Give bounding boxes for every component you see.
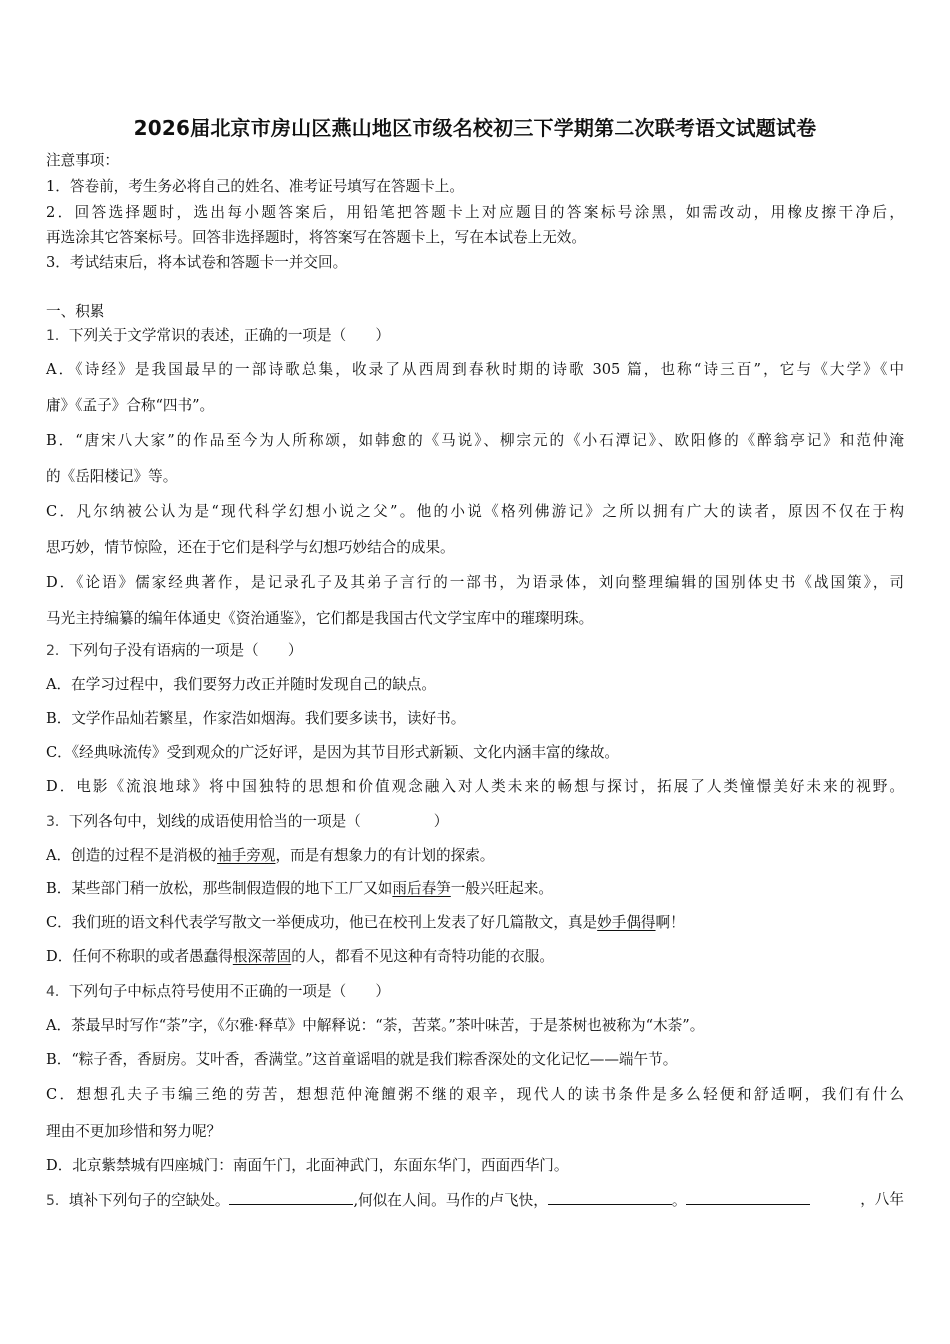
notice-item-3: 3．考试结束后，将本试卷和答题卡一并交回。: [46, 254, 348, 271]
question-text: 填补下列句子的空缺处。: [68, 1192, 230, 1209]
notice-item-2: 2．回答选择题时，选出每小题答案后，用铅笔把答题卡上对应题目的答案标号涂黑，如需改动，用橡皮擦干净后，: [46, 204, 904, 221]
question-number: 1．: [46, 328, 69, 344]
q4-option-c-cont: 理由不更加珍惜和努力呢？: [46, 1123, 222, 1140]
question-5-stem: [46, 1190, 904, 1211]
fill-blank[interactable]: [686, 1190, 810, 1205]
underlined-idiom: 根深蒂固: [232, 948, 292, 965]
q3-option-b: [46, 879, 553, 899]
q3-option-a: [46, 846, 494, 866]
question-number: 5．: [46, 1193, 69, 1209]
question-text: 下列关于文学常识的表述，正确的一项是（ ）: [68, 327, 390, 344]
question-text: 。: [671, 1192, 687, 1209]
underlined-idiom: 袖手旁观: [217, 847, 276, 864]
q1-option-c-cont: 思巧妙，情节惊险，还在于它们是科学与幻想巧妙结合的成果。: [46, 539, 455, 556]
section-heading: 一、积累: [46, 303, 105, 320]
q1-option-a: A．《诗经》是我国最早的一部诗歌总集，收录了从西周到春秋时期的诗歌 305 篇，也称“诗三百”，它与《大学》《中: [46, 361, 904, 378]
q4-option-c: C．想想孔夫子韦编三绝的劳苦，想想范仲淹饘粥不继的艰辛，现代人的读书条件是多么轻便和舒适啊，我们有什么: [46, 1086, 904, 1103]
option-text: B．某些部门稍一放松，那些制假造假的地下工厂又如: [46, 880, 393, 897]
question-text: 下列句子中标点符号使用不正确的一项是（ ）: [68, 983, 390, 1000]
option-text: 一般兴旺起来。: [450, 880, 553, 897]
q4-option-a: A．茶最早时写作“荼”字，《尔雅·释草》中解释说：“荼，苦菜。”茶叶味苦，于是茶树也被称为“木荼”。: [46, 1017, 705, 1034]
notice-item-2-cont: 再选涂其它答案标号。回答非选择题时，将答案写在答题卡上，写在本试卷上无效。: [46, 229, 586, 246]
notice-item-1: 1．答卷前，考生务必将自己的姓名、准考证号填写在答题卡上。: [46, 178, 464, 195]
question-text: ，八年: [860, 1191, 904, 1208]
q2-option-b: B．文学作品灿若繁星，作家浩如烟海。我们要多读书，读好书。: [46, 710, 466, 727]
question-text: 下列各句中，划线的成语使用恰当的一项是（ ）: [68, 813, 449, 830]
underlined-idiom: 雨后春笋: [392, 880, 451, 897]
option-text: 啊！: [655, 914, 685, 931]
q2-option-a: A．在学习过程中，我们要努力改正并随时发现自己的缺点。: [46, 676, 436, 693]
option-text: ，而是有想象力的有计划的探索。: [275, 847, 495, 864]
question-text: ,何似在人间。马作的卢飞快，: [353, 1192, 548, 1209]
q3-option-c: [46, 913, 685, 933]
question-2-stem: [46, 641, 302, 661]
q1-option-a-cont: 庸》《孟子》合称“四书”。: [46, 397, 215, 414]
question-4-stem: [46, 982, 390, 1002]
option-text: 的人，都看不见这种有奇特功能的衣服。: [291, 948, 554, 965]
q2-option-c: C．《经典咏流传》受到观众的广泛好评，是因为其节目形式新颖、文化内涵丰富的缘故。: [46, 744, 620, 761]
q1-option-d: D．《论语》儒家经典著作，是记录孔子及其弟子言行的一部书，为语录体，刘向整理编辑的国别体史书《战国策》，司: [46, 574, 904, 591]
question-1-stem: [46, 326, 390, 346]
q4-option-b: B．“粽子香，香厨房。艾叶香，香满堂。”这首童谣唱的就是我们粽香深处的文化记忆——端午节。: [46, 1051, 678, 1068]
notice-heading: 注意事项：: [46, 152, 119, 169]
option-text: C．我们班的语文科代表学写散文一举便成功，他已在校刊上发表了好几篇散文，真是: [46, 914, 598, 931]
option-text: D．任何不称职的或者愚蠢得: [46, 948, 233, 965]
question-number: 4．: [46, 984, 69, 1000]
fill-blank[interactable]: [548, 1190, 672, 1205]
question-3-stem: [46, 812, 448, 832]
q1-option-c: C．凡尔纳被公认为是“现代科学幻想小说之父”。他的小说《格列佛游记》之所以拥有广大的读者，原因不仅在于构: [46, 503, 904, 520]
q4-option-d: D．北京紫禁城有四座城门：南面午门，北面神武门，东面东华门，西面西华门。: [46, 1157, 569, 1174]
question-number: 3．: [46, 814, 69, 830]
underlined-idiom: 妙手偶得: [597, 914, 656, 931]
page-title: 2026届北京市房山区燕山地区市级名校初三下学期第二次联考语文试题试卷: [133, 116, 817, 140]
q1-option-d-cont: 马光主持编纂的编年体通史《资治通鉴》，它们都是我国古代文学宝库中的璀璨明珠。: [46, 610, 594, 627]
q2-option-d: D．电影《流浪地球》将中国独特的思想和价值观念融入对人类未来的畅想与探讨，拓展了人类憧憬美好未来的视野。: [46, 778, 904, 795]
q1-option-b-cont: 的《岳阳楼记》等。: [46, 468, 178, 485]
question-number: 2．: [46, 643, 69, 659]
option-text: A．创造的过程不是消极的: [46, 847, 218, 864]
fill-blank[interactable]: [229, 1190, 353, 1205]
q1-option-b: B．“唐宋八大家”的作品至今为人所称颂，如韩愈的《马说》、柳宗元的《小石潭记》、欧阳修的《醉翁亭记》和范仲淹: [46, 432, 904, 449]
q3-option-d: [46, 947, 554, 967]
question-text: 下列句子没有语病的一项是（ ）: [68, 642, 303, 659]
